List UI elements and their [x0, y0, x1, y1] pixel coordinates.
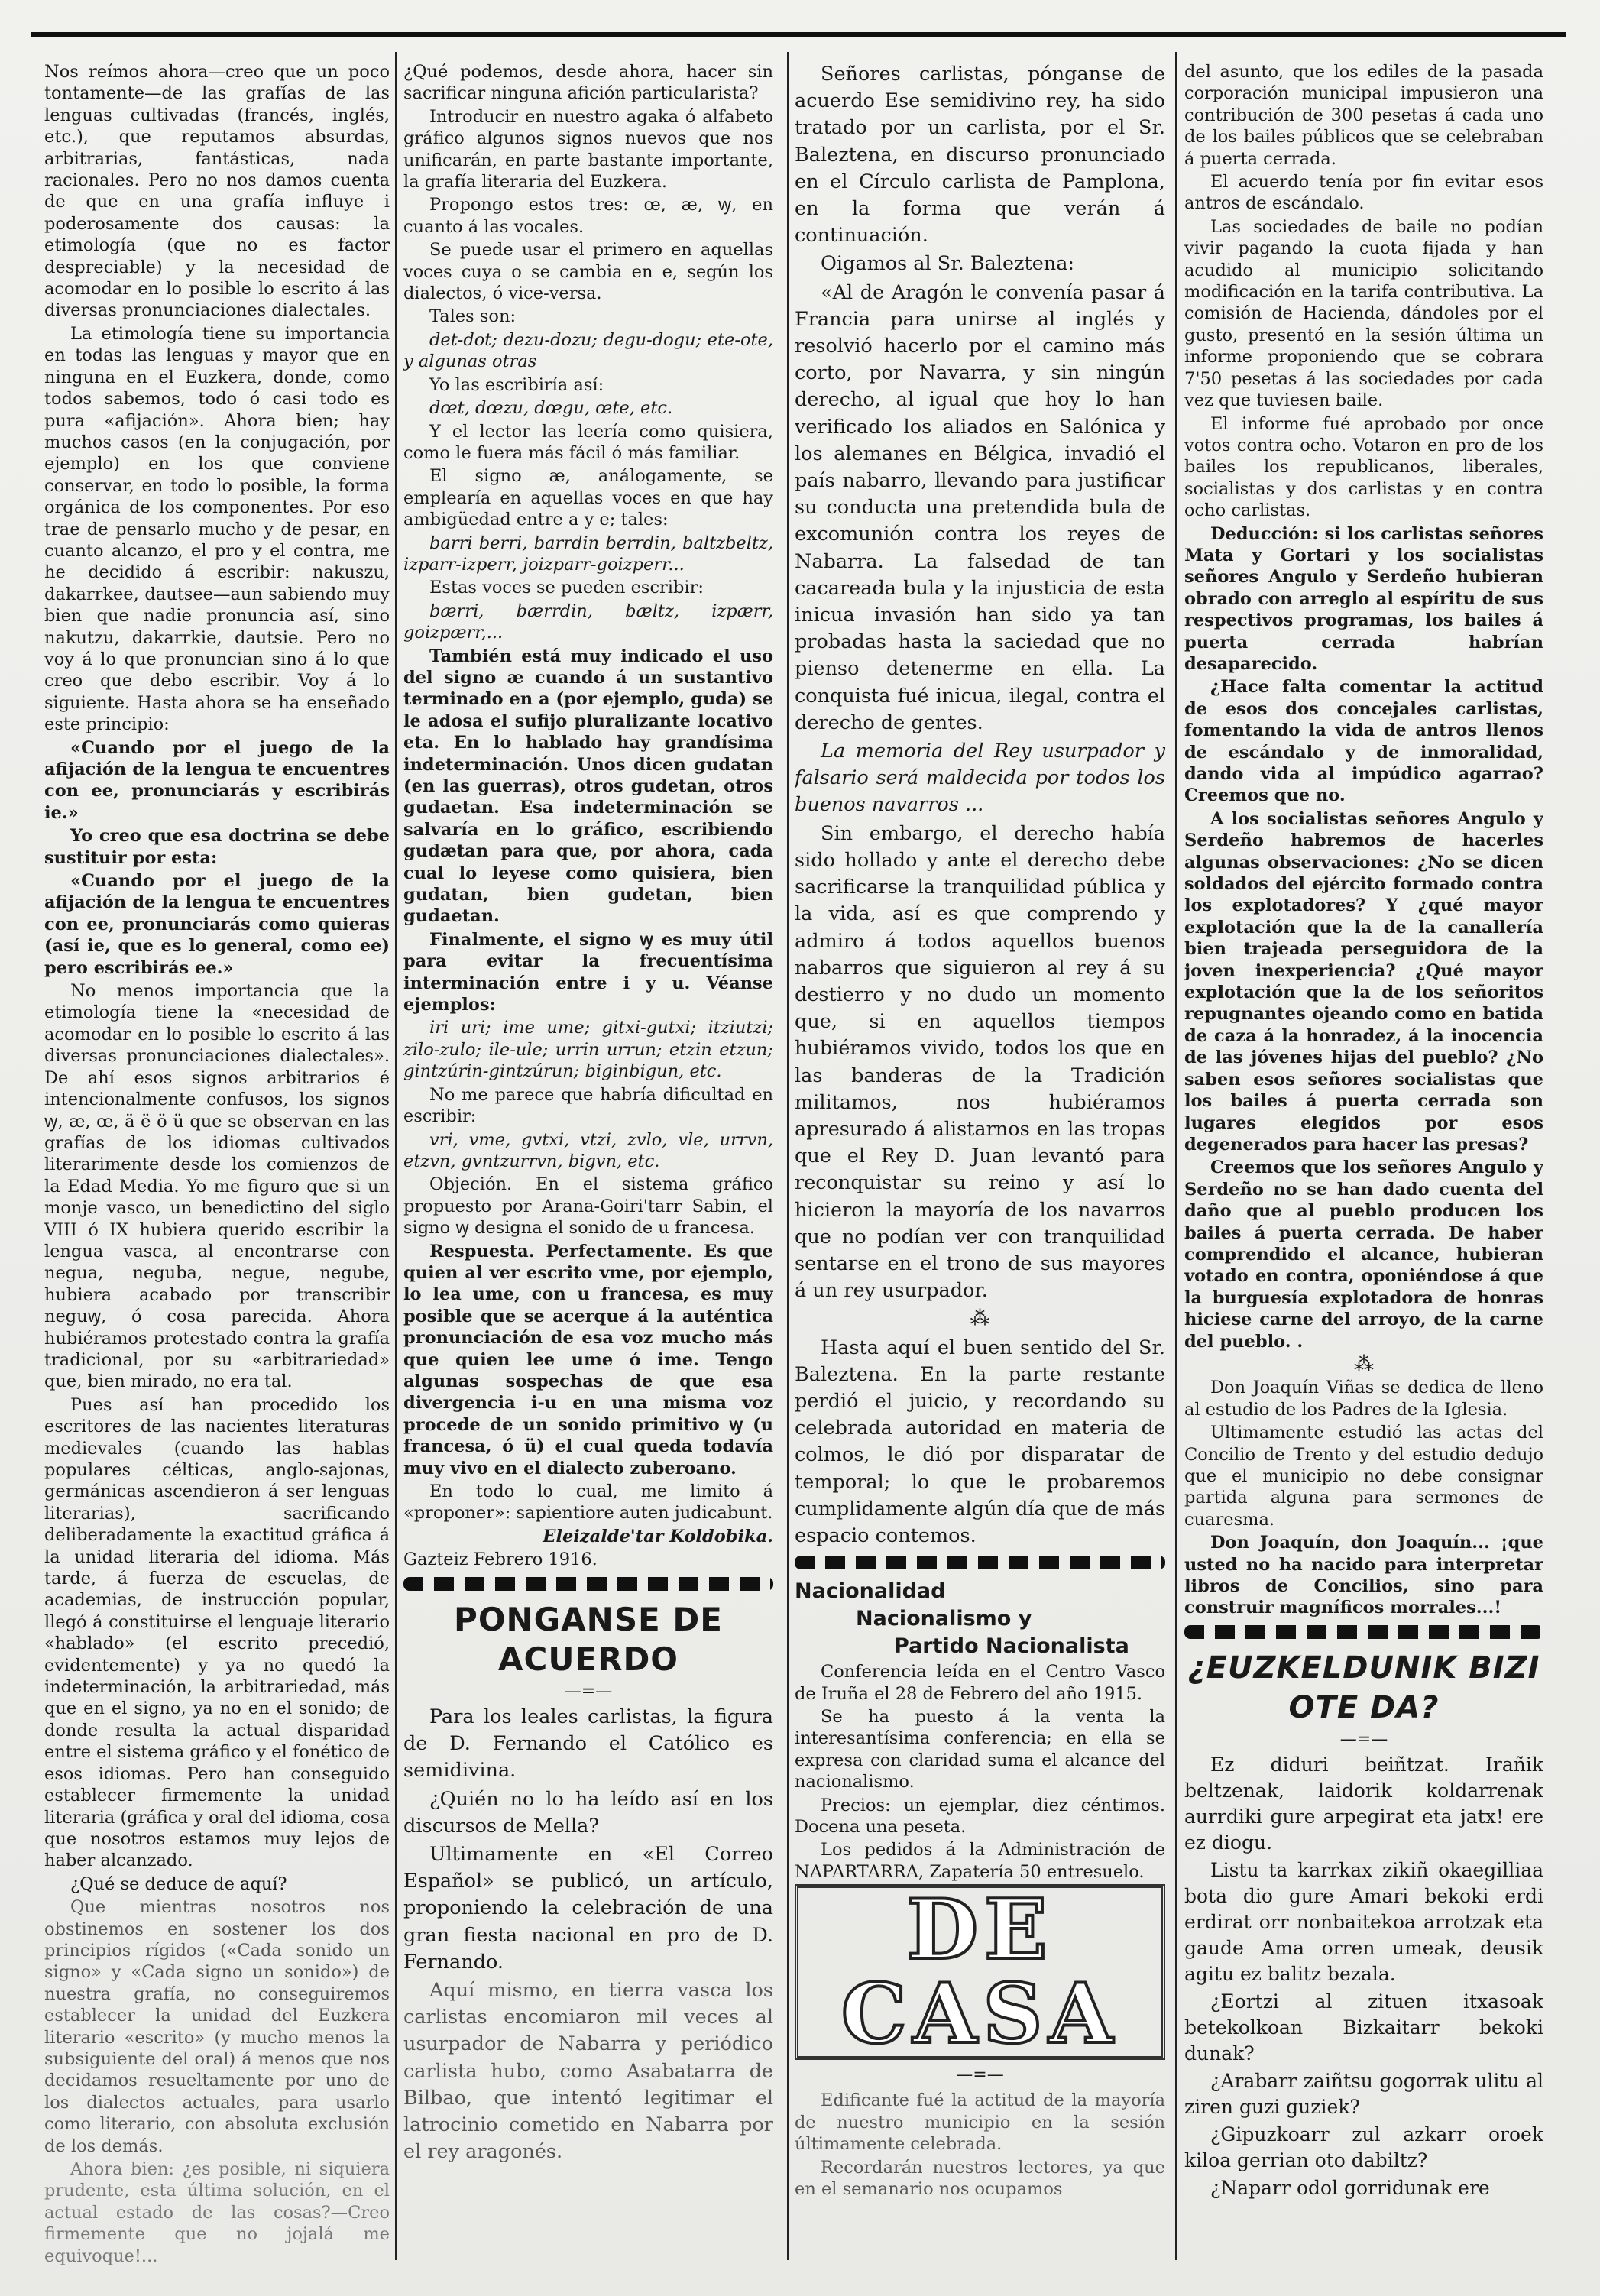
paragraph: Tales son:	[429, 306, 517, 327]
asterism: ⁂	[1354, 1352, 1374, 1376]
paragraph: ¿Naparr odol gorridunak ere	[1210, 2177, 1490, 2200]
paragraph: Señores carlistas, pónganse de acuerdo Ese semidivino rey, ha sido tratado por un carlista, por el Sr. Baleztena, en discurso pronunciado en el Círculo carlista de Pamplona, en la forma que verán á continuación.	[795, 63, 1165, 248]
headline-euzkeldunik: ¿EUZKELDUNIK BIZI OTE DA?	[1187, 1650, 1540, 1725]
euzkeldunik-article	[1184, 1752, 1543, 2201]
asterism: ⁂	[970, 1307, 990, 1331]
paragraph: ¿Qué se deduce de aquí?	[70, 1873, 287, 1894]
paragraph: ¿Hace falta comentar la actitud de esos dos concejales carlistas, fomentando la vida de antros llenos de escándalo y de inmoralidad, dando vida al impúdico agarrao? Creemos que no.	[1184, 677, 1543, 806]
paragraph: Y el lector las leería como quisiera, como le fuera más fácil ó más familiar.	[403, 421, 773, 463]
paragraph: Conferencia leída en el Centro Vasco de Iruña el 28 de Febrero del año 1915.	[795, 1662, 1165, 1704]
paragraph: Deducción: si los carlistas señores Mata y Gortari y los socialistas señores Angulo y Serdeño hubieran obrado con arreglo al espíritu de sus respectivos programas, los bailes á puerta cerrada habrían desaparecido.	[1184, 523, 1543, 674]
paragraph: Yo las escribiría así:	[429, 374, 604, 395]
paragraph: Edificante fué la actitud de la mayoría de nuestro municipio en la sesión últimamente celebrada.	[795, 2090, 1165, 2155]
paragraph: En todo lo cual, me limito á «proponer»: sapientiore auten judicabunt.	[403, 1482, 773, 1524]
paragraph: Recordarán nuestros lectores, ya que en el semanario nos ocupamos	[795, 2157, 1165, 2200]
nacionalidad-heading-1: Nacionalidad	[795, 1579, 946, 1604]
paragraph: Oigamos al Sr. Baleztena:	[821, 252, 1075, 276]
paragraph: Precios: un ejemplar, diez céntimos. Docena una peseta.	[795, 1795, 1165, 1838]
paragraph: Para los leales carlistas, la figura de D. Fernando el Católico es semidivina.	[403, 1705, 773, 1783]
headline-de-casa: DE CASA	[795, 1884, 1165, 2060]
column-rule-3	[1175, 52, 1177, 2260]
paragraph: det-dot; dezu-dozu; degu-dogu; ete-ote, y algunas otras	[403, 329, 773, 372]
paragraph: Sin embargo, el derecho había sido hollado y ante el derecho debe sacrificarse la tranquilidad pública y la vida, así es que comprendo y admiro á todos aquellos buenos nabarros que siguieron al rey á su destierro y no dudo un momento que, si en aquellos tiempos hubiéramos vivido, todos los que en las banderas de la Tradición militamos, nos hubiéramos apresurado á alistarnos en las tropas que el Rey D. Juan levantó para reconquistar su reino y así lo hicieron la mayoría de los navarros que no podían ver con tranquilidad sentarse en el trono de sus mayores á un rey usurpador.	[795, 821, 1165, 1303]
paragraph: Don Joaquín Viñas se dedica de lleno al estudio de los Padres de la Iglesia.	[1184, 1378, 1543, 1420]
column-rule-1	[395, 52, 397, 2260]
paragraph: vri, vme, gvtxi, vtzi, zvlo, vle, urrvn, etzvn, gvntzurrvn, bigvn, etc.	[403, 1129, 773, 1171]
paragraph: Finalmente, el signo ꝡ es muy útil para evitar la frecuentísima interminación entre i y u. Véanse ejemplos:	[403, 929, 773, 1015]
paragraph: Introducir en nuestro agaka ó alfabeto gráfico algunos signos nuevos que nos unificarán, en parte bastante importante, la grafía literaria del Euzkera.	[403, 106, 773, 193]
paragraph: Hasta aquí el buen sentido del Sr. Baleztena. En la parte restante perdió el juicio, y recordando su celebrada autoridad en materia de colmos, le dió por disparatar de temporal; lo que le probaremos cumplidamente algún día que de más espacio contemos.	[795, 1336, 1165, 1547]
paragraph: Listu ta karrkax zikiñ okaegilliaa bota dio gure Amari bekoki erdi erdirat orr nonbaitekoa arrotzak eta gaude Ama orren umeak, deusik agitu ez balitz bezala.	[1184, 1859, 1543, 1986]
paragraph: No me parece que habría dificultad en escribir:	[403, 1084, 773, 1127]
headline-dash: —=—	[956, 2065, 1004, 2085]
headline-dash: —=—	[564, 1681, 613, 1701]
column-rule-2	[787, 52, 789, 2260]
paragraph: A los socialistas señores Angulo y Serdeño habremos de hacerles algunas observaciones: ¿No se dicen soldados del ejército formado contra los explotadores? Y ¿qué mayor explotación que la de la canallería bien trajeada perseguidora de la joven inexperiencia? ¿Qué mayor explotación que la de los señoritos repugnantes ojeando como en batida de caza á la honradez, á la inocencia de las jóvenes hijas del pueblo? ¿No saben esos señores socialistas que los bailes á puerta cerrada son lugares elegidos por esos degenerados para hacer las presas?	[1184, 808, 1543, 1154]
paragraph: También está muy indicado el uso del signo æ cuando á un sustantivo terminado en a (por ejemplo, guda) se le adosa el sufijo pluralizante locativo eta. En lo hablado hay grandísima indeterminación. Unos dicen gudatan (en las guerras), otros gudetan, otros gudaetan. Esa indeterminación se salvaría en lo gráfico, escribiendo gudætan para que, por ahora, cada cual lo leyese como quisiera, bien gudatan, bien gudetan, bien gudaetan.	[403, 646, 773, 927]
paragraph: ¿Gipuzkoarr zul azkarr oroek kiloa gerrian oto dabiltz?	[1184, 2123, 1543, 2172]
column-4	[1184, 61, 1543, 2277]
ornamental-rule	[403, 1577, 773, 1591]
paragraph: ¿Eortzi al zituen itxasoak betekolkoan Bizkaitarr bekoki dunak?	[1184, 1990, 1543, 2065]
paragraph: Don Joaquín, don Joaquín... ¡que usted no ha nacido para interpretar libros de Concilios, sino para construir magníficos morrales...!	[1184, 1533, 1543, 1618]
paragraph: «Al de Aragón le convenía pasar á Francia para unirse al inglés y resolvió hacerlo por el camino más corto, por Navarra, y sin ningún derecho, al igual que hoy lo han verificado los aliados en Salónica y los alemanes en Bélgica, invadió el país nabarro, llevando para justificar su conducta una pretendida bula de excomunión contra los reyes de Nabarra. La falsedad de tan cacareada bula y la injusticia de esta inicua invasión han sido ya tan probadas hasta la saciedad que no pienso detenerme en ella. La conquista fué inicua, ilegal, contra el derecho de gentes.	[795, 280, 1165, 734]
paragraph: Los pedidos á la Administración de NAPARTARRA, Zapatería 50 entresuelo.	[795, 1840, 1165, 1882]
ponganse-article	[403, 1704, 773, 2165]
paragraph: El informe fué aprobado por once votos contra ocho. Votaron en pro de los bailes los republicanos, liberales, socialistas y dos carlistas y en contra ocho carlistas.	[1184, 413, 1543, 521]
signature: Eleizalde'tar Koldobika.	[543, 1526, 773, 1546]
paragraph: Se puede usar el primero en aquellas voces cuya o se cambia en e, según los dialectos, ó vice-versa.	[403, 240, 773, 304]
top-rule	[31, 32, 1566, 37]
paragraph: bærri, bærrdin, bæltz, izpærr, goizpærr,...	[403, 601, 773, 643]
headline-dash: —=—	[1339, 1729, 1388, 1749]
paragraph: «Cuando por el juego de la afijación de la lengua te encuentres con ee, pronunciarás como quieras (así ie, que es lo general, como ee) pero escribirás ee.»	[44, 871, 390, 978]
paragraph: ¿Quién no lo ha leído así en los discursos de Mella?	[403, 1787, 773, 1838]
paragraph: Ahora bien: ¿es posible, ni siquiera prudente, esta última solución, en el actual estado de las cosas?—Creo firmemente que no jojalá me equivoque!...	[44, 2159, 390, 2266]
paragraph: barri berri, barrdin berrdin, baltzbeltz, izparr-izperr, joizparr-goizperr...	[403, 533, 773, 575]
de-casa-article	[795, 2090, 1165, 2200]
nacionalidad-notice	[795, 1661, 1165, 1883]
paragraph: «Cuando por el juego de la afijación de la lengua te encuentres con ee, pronunciarás y escribirás ie.»	[44, 737, 390, 823]
paragraph: ¿Qué podemos, desde ahora, hacer sin sacrificar ninguna afición particularista?	[403, 62, 773, 104]
ornamental-rule	[795, 1556, 1165, 1569]
paragraph: La etimología tiene su importancia en todas las lenguas y mayor que en ninguna en el Euzkera, donde, como todos sabemos, todo ó casi todo es pura «afijación». Ahora bien; hay muchos casos (en la conjugación, por ejemplo) en los que conviene conservar, en todo lo posible, la forma orgánica de los componentes. Por eso trae de pensarlo mucho y de pesar, en cuanto alcanzo, el pro y el contra, me he decidido á escribir: nakuszu, dakarrkee, dautsee—aun sabiendo muy bien que nadie pronuncia así, sino nakutzu, dakarrkie, dautsie. Pero no voy á lo que pronuncian sino á lo que creo que debo escribir. Voy á lo siguiente. Hasta ahora se ha enseñado este principio:	[44, 323, 390, 735]
paragraph: Pues así han procedido los escritores de las nacientes literaturas medievales (cuando las hablas populares célticas, anglo-sajonas, germánicas ascendieron á ser lenguas literarias), sacrificando deliberadamente la exactitud gráfica á la unidad literaria del idioma. Más tarde, á fuerza de escuelas, de academias, de instrucción popular, llegó á constituirse el lenguaje literario «hablado» (el escrito precedió, evidentemente) y ya no quedó la indeterminación, la arbitrariedad, más que en el signo, ya no en el sonido; de donde resulta la actual disparidad entre el sistema gráfico y el fonético de esos idiomas. Pero han conseguido establecer firmemente la unidad literaria (gráfica y oral del idioma, cosa que nosotros estamos muy lejos de haber alcanzado.	[44, 1394, 390, 1871]
paragraph: dœt, dœzu, dœgu, œte, etc.	[429, 398, 673, 419]
column-1	[44, 61, 390, 2277]
paragraph: Nos reímos ahora—creo que un poco tontamente—de las grafías de las lenguas cultivadas (francés, inglés, etc.), que reputamos absurdas, arbitrarias, fantásticas, nada racionales. Pero no nos damos cuenta de que en una grafía influye i poderosamente dos causas: la etimología (que no es factor despreciable) y la necesidad de acomodar en lo posible lo escrito á las diversas pronunciaciones dialectales.	[44, 62, 390, 321]
paragraph: La memoria del Rey usurpador y falsario será maldecida por todos los buenos navarros ...	[795, 740, 1165, 817]
paragraph: Ez diduri beiñtzat. Irañik beltzenak, laidorik koldarrenak aurrdiki gure arpegirat eta jatx! ere ez diogu.	[1184, 1754, 1543, 1854]
paragraph: El acuerdo tenía por fin evitar esos antros de escándalo.	[1184, 172, 1543, 214]
nacionalidad-heading-2: Nacionalismo y	[856, 1607, 1032, 1631]
paragraph: Ultimamente en «El Correo Español» se publicó, un artículo, proponiendo la celebración de una gran fiesta nacional en pro de D. Fernando.	[403, 1843, 773, 1974]
paragraph: El signo æ, análogamente, se emplearía en aquellas voces en que hay ambigüedad entre a y e; tales:	[403, 466, 773, 530]
paragraph: Ultimamente estudió las actas del Concilio de Trento y del estudio dedujo que el municipio no debe consignar partida alguna para sermones de cuaresma.	[1184, 1423, 1543, 1530]
paragraph: Aquí mismo, en tierra vasca los carlistas encomiaron mil veces al usurpador de Nabarra y periódico carlista hubo, como Asabatarra de Bilbao, que intentó legitimar el latrocinio cometido en Nabarra por el rey aragonés.	[403, 1979, 773, 2164]
paragraph: iri uri; ime ume; gitxi-gutxi; itziutzi; zilo-zulo; ile-ule; urrin urrun; etzin etzun; gintzúrin-gintzúrun; biginbigun, etc.	[403, 1018, 773, 1082]
paragraph: Estas voces se pueden escribir:	[429, 578, 704, 598]
paragraph: Objeción. En el sistema gráfico propuesto por Arana-Goiri'tarr Sabin, el signo ꝡ designa el sonido de u francesa.	[403, 1174, 773, 1239]
paragraph: Propongo estos tres: œ, æ, ꝡ, en cuanto á las vocales.	[403, 195, 773, 237]
paragraph: ¿Arabarr zaiñtsu gogorrak ulitu al ziren guzi guziek?	[1184, 2070, 1543, 2119]
column-2	[403, 61, 773, 2277]
paragraph: Creemos que los señores Angulo y Serdeño no se han dado cuenta del daño que al pueblo producen los bailes á puerta cerrada. De haber comprendido el alcance, hubieran votado en contra, oponiéndose á que la burguesía explotadora de honras hiciese carne del arroyo, de la carne del pueblo. .	[1184, 1158, 1543, 1352]
paragraph: Se ha puesto á la venta la interesantísima conferencia; en ella se expresa con claridad suma el alcance del nacionalismo.	[795, 1706, 1165, 1792]
paragraph: No menos importancia que la etimología tiene la «necesidad de acomodar en lo posible lo escrito á las diversas pronunciaciones dialectales». De ahí esos signos arbitrarios é intencionalmente confusos, los signos ꝡ, æ, œ, ä ë ö ü que se observan en las grafías de los idiomas cultivados literarimente desde los comienzos de la Edad Media. Yo me figuro que si un monje vasco, un benedictino del siglo VIII ó IX hubiera querido escribir la lengua vasca, al encontrarse con negua, neguba, negue, negube, hubiera acabado por transcribir neguꝡ, ó cosa parecida. Ahora hubiéramos protestado contra la grafía tradicional, por su «arbitrariedad» que, bien mirado, no era tal.	[44, 981, 390, 1392]
dateline: Gazteiz Febrero 1916.	[403, 1550, 598, 1570]
paragraph: Respuesta. Perfectamente. Es que quien al ver escrito vme, por ejemplo, lo lea ume, con u francesa, es muy posible que se acerque á la auténtica pronunciación de esa voz mucho más que quien lee ume ó ime. Tengo algunas sospechas de que esa divergencia i-u en una misma voz procede de un sonido primitivo ꝡ (u francesa, ó ü) el cual queda todavía muy vivo en el dialecto zuberoano.	[403, 1241, 773, 1478]
headline-ponganse: PONGANSE DE ACUERDO	[454, 1600, 723, 1678]
paragraph: Las sociedades de baile no podían vivir pagando la cuota fijada y han acudido al municipio solicitando modificación en la tarifa contributiva. La comisión de Hacienda, dándoles por el gusto, presentó en la sesión última un informe proponiendo que se cobrara 7'50 pesetas á las sociedades por cada vez que tuviesen baile.	[1184, 216, 1543, 411]
column-3	[795, 61, 1165, 2277]
paragraph: Yo creo que esa doctrina se debe sustituir por esta:	[44, 826, 390, 868]
paragraph: Que mientras nosotros nos obstinemos en sostener los dos principios rígidos («Cada sonido un signo» y «Cada signo un sonido») de nuestra grafía, no conseguiremos establecer la unidad del Euzkera literario «escrito» (y mucho menos la subsiguiente del oral) á menos que nos decidamos resueltamente por uno de los dialectos actuales, para usarlo como literario, con absoluta exclusión de los demás.	[44, 1897, 390, 2156]
nacionalidad-heading-3: Partido Nacionalista	[894, 1634, 1129, 1659]
paragraph: del asunto, que los ediles de la pasada corporación municipal impusieron una contribución de 300 pesetas á cada uno de los bailes públicos que se celebraban á puerta cerrada.	[1184, 62, 1543, 169]
ornamental-rule	[1184, 1625, 1543, 1639]
